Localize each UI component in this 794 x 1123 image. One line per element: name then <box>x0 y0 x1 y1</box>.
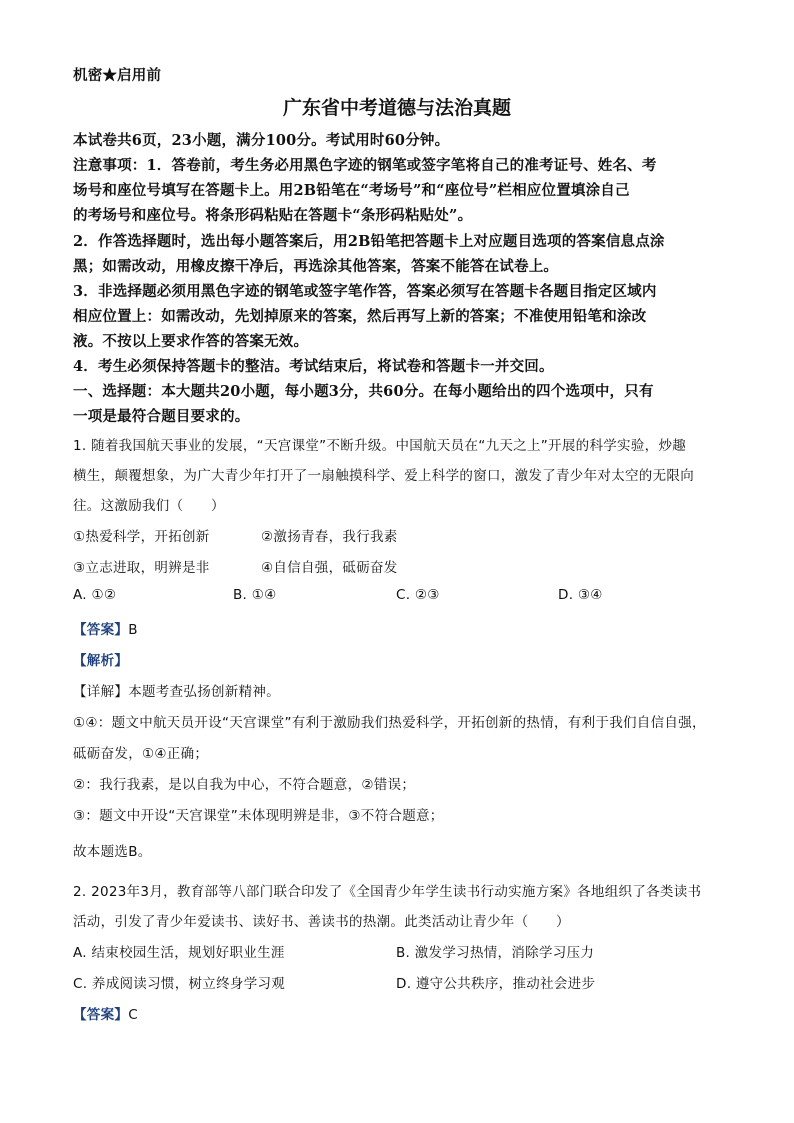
instruction-line: 场号和座位号填写在答题卡上。用2B铅笔在“考场号”和“座位号”栏相应位置填涂自己 <box>73 182 630 199</box>
question-stem-line: 2. 2023年3月，教育部等八部门联合印发了《全国青少年学生读书行动实施方案》各地组织了各类读书 <box>73 884 702 900</box>
question-stem-line: 活动，引发了青少年爱读书、读好书、善读书的热潮。此类活动让青少年（ ） <box>73 914 570 930</box>
answer-value: C <box>128 1007 138 1023</box>
question-stem-line: 1. 随着我国航天事业的发展，“天宫课堂”不断升级。中国航天员在“九天之上”开展的科学实验，炒趣 <box>73 438 687 454</box>
answer-tag: 【答案】 <box>73 1007 129 1023</box>
instruction-line: 的考场号和座位号。将条形码粘贴在答题卡“条形码粘贴处”。 <box>73 207 473 224</box>
section-heading: 一、选择题：本大题共20小题，每小题3分，共60分。在每小题给出的四个选项中，只有 <box>73 383 654 400</box>
option-b: B. 激发学习热情，消除学习压力 <box>396 945 595 961</box>
instruction-line: 液。不按以上要求作答的答案无效。 <box>73 333 309 350</box>
detail-line: ②：我行我素，是以自我为中心，不符合题意，②错误； <box>73 777 416 793</box>
detail-line: 故本题选B。 <box>73 844 152 860</box>
instruction-line: 本试卷共6页，23小题，满分100分。考试用时60分钟。 <box>73 132 450 149</box>
option-a: A. ①② <box>73 587 117 603</box>
instruction-line: 2．作答选择题时，选出每小题答案后，用2B铅笔把答题卡上对应题目选项的答案信息点涂 <box>73 233 665 250</box>
answer-value: B <box>128 622 138 638</box>
question-stem-line: 往。这激励我们（ ） <box>73 498 225 514</box>
statement-1: ①热爱科学，开拓创新 <box>73 529 210 545</box>
option-a: A. 结束校园生活，规划好职业生涯 <box>73 945 285 961</box>
answer-text <box>73 622 138 638</box>
instruction-line: 黑；如需改动，用橡皮擦干净后，再选涂其他答案，答案不能答在试卷上。 <box>73 258 559 275</box>
detail-line: 砥砺奋发，①④正确； <box>73 746 209 762</box>
instruction-line: 3．非选择题必须用黑色字迹的钢笔或签字笔作答，答案必须写在答题卡各题目指定区域内 <box>73 283 657 300</box>
statement-3: ③立志进取，明辨是非 <box>73 560 210 576</box>
detail-line: ①④：题文中航天员开设“天宫课堂”有利于激励我们热爱科学，开拓创新的热情，有利于我们自信自强， <box>73 715 706 731</box>
detail-line: 【详解】本题考查弘扬创新精神。 <box>73 684 280 700</box>
instruction-line: 相应位置上：如需改动，先划掉原来的答案，然后再写上新的答案；不准使用铅笔和涂改 <box>73 308 647 325</box>
statement-4: ④自信自强，砥砺奋发 <box>261 560 398 576</box>
option-b: B. ①④ <box>233 587 277 603</box>
instruction-line: 注意事项：1．答卷前，考生务必用黑色字迹的钢笔或签字笔将自己的准考证号、姓名、考 <box>73 157 657 174</box>
instruction-line: 4．考生必须保持答题卡的整洁。考试结束后，将试卷和答题卡一并交回。 <box>73 358 554 375</box>
option-d: D. 遵守公共秩序，推动社会进步 <box>396 976 596 992</box>
confidential-label: 机密★启用前 <box>73 67 162 84</box>
page-title: 广东省中考道德与法治真题 <box>282 97 511 119</box>
answer-label <box>73 1003 138 1023</box>
analysis-label: 【解析】 <box>73 653 129 669</box>
answer-tag: 【答案】 <box>73 622 129 638</box>
question-stem-line: 横生，颠覆想象，为广大青少年打开了一扇触摸科学、爱上科学的窗口，激发了青少年对太空的无限向 <box>73 468 694 484</box>
answer-label <box>73 618 138 638</box>
statement-2: ②激扬青春，我行我素 <box>261 529 398 545</box>
section-heading: 一项是最符合题目要求的。 <box>73 408 250 425</box>
option-c: C. ②③ <box>396 587 440 603</box>
detail-line: ③：题文中开设“天宫课堂”未体现明辨是非，③不符合题意； <box>73 808 444 824</box>
option-d: D. ③④ <box>558 587 603 603</box>
answer-text <box>73 1007 138 1023</box>
option-c: C. 养成阅读习惯，树立终身学习观 <box>73 976 286 992</box>
